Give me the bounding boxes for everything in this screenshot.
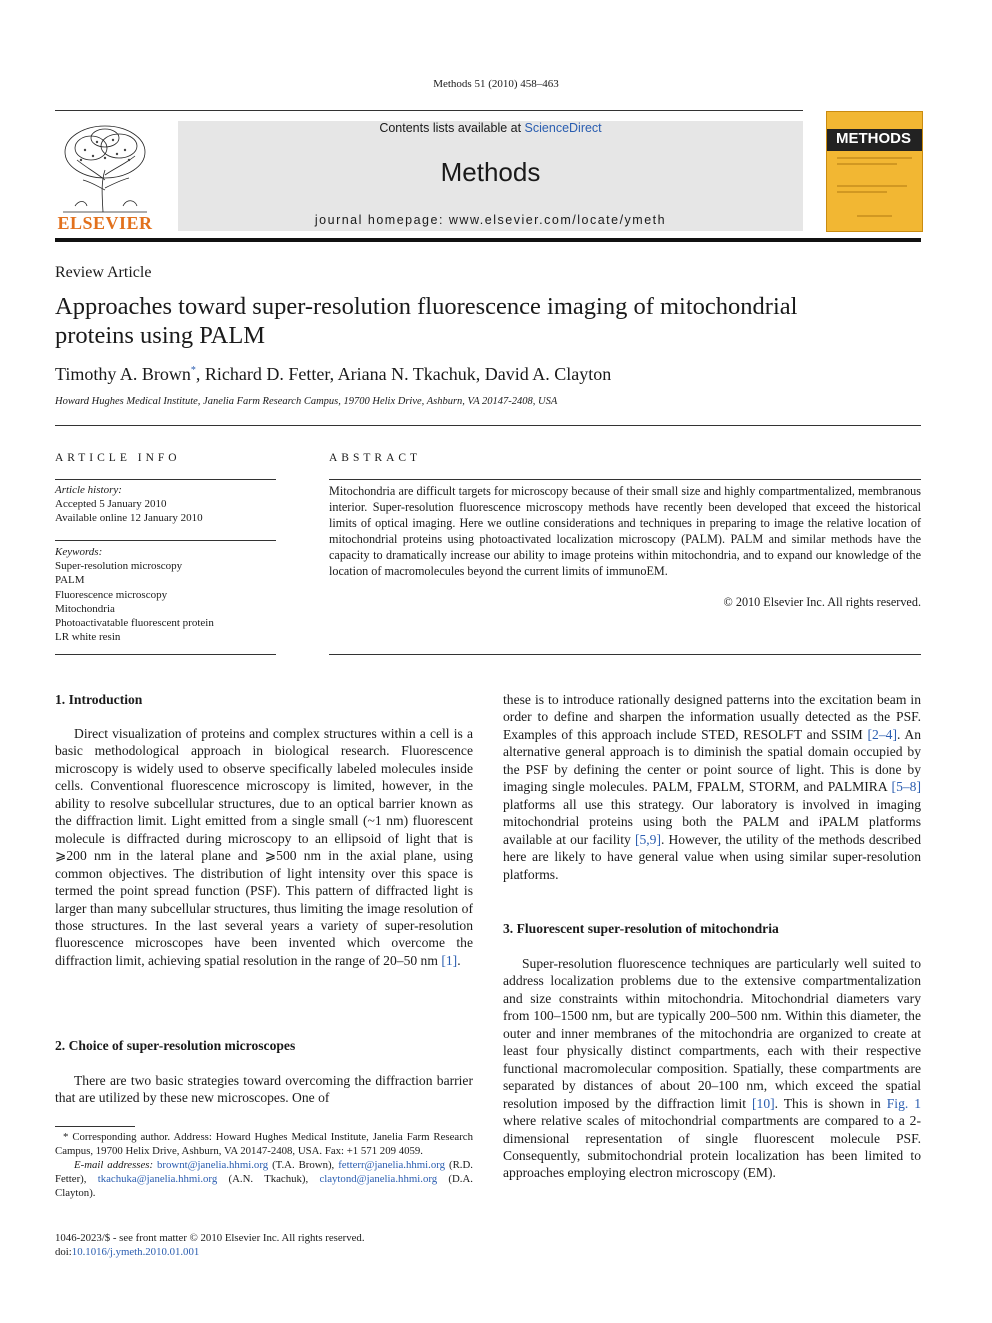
article-type: Review Article	[55, 264, 152, 281]
email-label: E-mail addresses:	[74, 1159, 154, 1171]
history-label: Article history:	[55, 484, 122, 496]
section-1-paragraph	[55, 725, 473, 969]
online-date: Available online 12 January 2010	[55, 512, 203, 525]
title-line-1: Approaches toward super-resolution fluorescence imaging of mitochondrial	[55, 293, 798, 320]
corresponding-author-note: * Corresponding author. Address: Howard Hughes Medical Institute, Janelia Farm Research Campus, 19700 Helix Drive, Ashburn, VA 20147-2408, USA. Fax: +1 571 209 4059.	[55, 1131, 473, 1157]
s2-text-c: platforms all use this strategy. Our laboratory is involved in imaging mitochondrial proteins using both the PALM and iPALM platforms available at our facility	[503, 796, 921, 847]
ref-link[interactable]: [2–4]	[867, 726, 897, 742]
keywords-label: Keywords:	[55, 546, 103, 558]
email-link[interactable]: brownt@janelia.hhmi.org	[157, 1159, 269, 1171]
sciencedirect-link[interactable]: ScienceDirect	[524, 121, 602, 135]
keyword: LR white resin	[55, 631, 121, 644]
section-1-heading: 1. Introduction	[55, 692, 143, 707]
section-3-paragraph	[503, 955, 921, 1182]
issn-line: 1046-2023/$ - see front matter © 2010 Elsevier Inc. All rights reserved.	[55, 1232, 365, 1244]
article-info-rule	[55, 654, 276, 655]
ref-link[interactable]: [10]	[752, 1095, 775, 1111]
keyword: Fluorescence microscopy	[55, 588, 168, 601]
keywords	[55, 545, 214, 644]
s1-text: Direct visualization of proteins and complex structures within a cell is a basic methodological approach in biological research. Fluorescence microscopy is widely used to observe specifically labeled molecules inside cells. Conventional fluorescence microscopy is limited, however, in the ability to resolve subcellular structures, due to an optical barrier known as the diffraction limit. Light emitted from a single small (~1 nm) fluorescent molecule is diffracted during microscopy to an ellipsoid of light that is ⩾200 nm in the lateral plane and ⩾500 nm in the axial plane, using common objectives. The distribution of light intensity over this space is termed the point spread function (PSF). This pattern of diffracted light is larger than many subcellular structures, thus limiting the image resolution of those structures. In the last several years a variety of super-resolution fluorescence microscopes have been invented which overcome the diffraction limit, achieving spatial resolution in the range of 20–50 nm	[55, 726, 473, 968]
s2-text-b: . An alternative general approach is to diminish the spatial domain occupied by the PSF by defining the center or point source of light. This is done by imaging single molecules. PALM, FPALM, STORM, and PALMIRA	[503, 726, 921, 795]
doi-prefix: doi:	[55, 1246, 72, 1258]
abstract-text: Mitochondria are difficult targets for microscopy because of their small size and highly compartmentalized, membranous interior. Super-resolution fluorescence microscopy methods have recently been developed that exceed the historical limits of optical imaging. Here we outline considerations and techniques in preparing to image the relative location of mitochondrial proteins using photoactivated localization microscopy (PALM). PALM and similar methods have the capacity to dramatically increase our ability to image proteins within mitochondria, and to expand our knowledge of the location of macromolecules beyond the current limits of immunoEM.	[329, 484, 921, 578]
elsevier-logo-text: ELSEVIER	[57, 213, 153, 233]
s2-text-a: these is to introduce rationally designed patterns into the excitation beam in order to define and sharpen the information usually detected as the PSF. Examples of this approach include STED, RESOLFT and SSIM	[503, 692, 921, 742]
author-name: Timothy A. Brown	[55, 364, 191, 384]
bottom-info	[55, 1231, 365, 1259]
email-link[interactable]: tkachuka@janelia.hhmi.org	[97, 1173, 218, 1185]
s3-text-c: where relative scales of mitochondrial compartments are compared to a 2-dimensional representation of single fluorescent molecule PSF. Consequently, submitochondrial protein localization has been limited to approaches employing electron microscopy (EM).	[503, 1113, 921, 1181]
ref-link[interactable]: [1]	[441, 952, 458, 968]
affiliation: Howard Hughes Medical Institute, Janelia Farm Research Campus, 19700 Helix Drive, Ashburn, VA 20147-2408, USA	[55, 396, 558, 407]
abstract-copyright: © 2010 Elsevier Inc. All rights reserved.	[723, 595, 921, 609]
s1-end: .	[457, 952, 461, 968]
footnotes	[55, 1130, 473, 1200]
abstract-rule	[329, 479, 921, 480]
email-owner: (R.D. Fetter),	[55, 1159, 473, 1185]
contents-line	[178, 121, 803, 135]
affiliation-rule	[55, 425, 921, 426]
email-owner: (T.A. Brown),	[268, 1159, 339, 1171]
header-thick-rule	[55, 238, 921, 242]
keyword: Super-resolution microscopy	[55, 560, 183, 573]
article-info-rule	[55, 479, 276, 480]
section-2-paragraph: There are two basic strategies toward overcoming the diffraction barrier that are utilized by these new microscopes. One of	[55, 1073, 473, 1106]
author-names-rest: , Richard D. Fetter, Ariana N. Tkachuk, David A. Clayton	[195, 364, 612, 384]
journal-homepage[interactable]: journal homepage: www.elsevier.com/locate/ymeth	[314, 213, 667, 227]
s3-text-b: . This is shown in	[774, 1095, 887, 1111]
article-title	[55, 292, 921, 350]
article-info-rule	[55, 540, 276, 541]
accepted-date: Accepted 5 January 2010	[55, 498, 167, 511]
corresponding-author-mark[interactable]: *	[190, 365, 196, 376]
cover-title: METHODS	[836, 130, 911, 147]
email-addresses	[55, 1158, 473, 1200]
email-link[interactable]: claytond@janelia.hhmi.org	[319, 1173, 438, 1185]
abstract-rule	[329, 654, 921, 655]
email-owner: (D.A. Clayton).	[55, 1173, 473, 1199]
doi-line	[55, 1245, 365, 1259]
email-link[interactable]: fetterr@janelia.hhmi.org	[338, 1159, 446, 1171]
contents-prefix: Contents lists available at	[379, 121, 525, 135]
article-history	[55, 483, 203, 526]
keyword: Photoactivatable fluorescent protein	[55, 617, 214, 630]
section-2-paragraph-continued	[503, 691, 921, 883]
title-line-2: proteins using PALM	[55, 322, 266, 349]
s3-text-a: Super-resolution fluorescence techniques are particularly well suited to address localization problems due to the extensive compartmentalization and size constraints within mitochondria. Mitochondrial diameters vary from 100–1500 nm, but are typically 200–500 nm. Within this diameter, the outer and inner membranes of the mitochondria are organized to create at least four physically distinct compartments, each with their respective functional macromolecular composition. Spatially, these compartments are separated by distances of about 20–100 nm, which exceed the spatial resolution imposed by the diffraction limit	[503, 956, 921, 1111]
email-owner: (A.N. Tkachuk),	[217, 1173, 320, 1185]
figure-link[interactable]: Fig. 1	[886, 1095, 922, 1111]
section-2-heading: 2. Choice of super-resolution microscopes	[55, 1038, 296, 1053]
keyword: Mitochondria	[55, 602, 115, 615]
keyword: PALM	[55, 574, 85, 587]
ref-link[interactable]: [5,9]	[634, 831, 661, 847]
doi-link[interactable]: 10.1016/j.ymeth.2010.01.001	[71, 1246, 200, 1258]
article-info-heading: ARTICLE INFO	[55, 452, 181, 464]
journal-citation: Methods 51 (2010) 458–463	[433, 78, 559, 90]
s2-text-d: . However, the utility of the methods described here are likely to have general value when using similar super-resolution platforms.	[503, 831, 921, 882]
journal-title: Methods	[440, 157, 541, 187]
header-rule	[55, 110, 803, 111]
abstract-heading: ABSTRACT	[329, 452, 422, 464]
ref-link[interactable]: [5–8]	[891, 779, 921, 795]
footnote-rule	[55, 1126, 135, 1127]
author-list	[55, 364, 611, 385]
section-3-heading: 3. Fluorescent super-resolution of mitochondria	[503, 921, 779, 936]
